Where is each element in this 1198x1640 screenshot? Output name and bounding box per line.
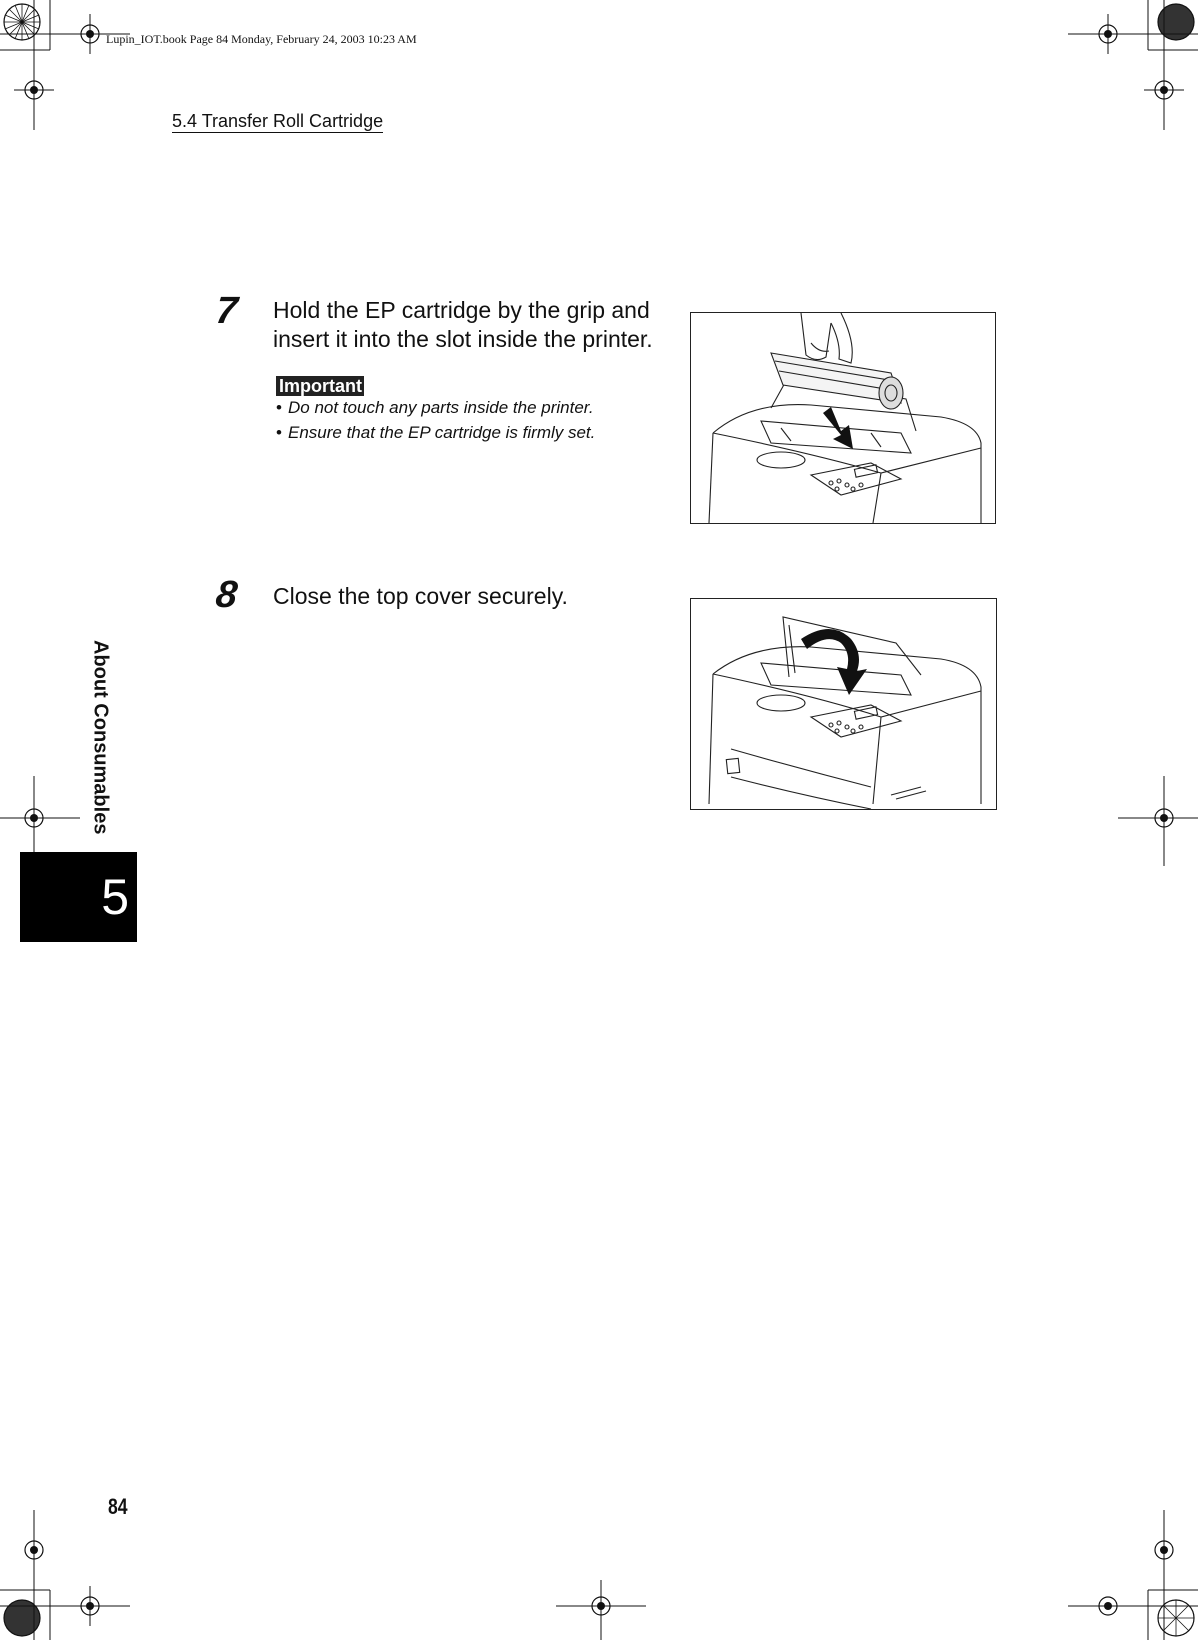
registration-mark-bottom-left-icon xyxy=(0,1500,140,1640)
bullet-icon: • xyxy=(276,423,282,442)
registration-mark-top-left-icon xyxy=(0,0,140,140)
side-tab-chapter xyxy=(20,852,137,942)
step-8-instruction: Close the top cover securely. xyxy=(273,583,568,609)
registration-mark-top-right-icon xyxy=(1058,0,1198,140)
print-slug: Lupin_IOT.book Page 84 Monday, February 24, 2003 10:23 AM xyxy=(106,32,417,46)
registration-mark-mid-right-icon xyxy=(1118,776,1198,866)
figure-insert-cartridge xyxy=(690,312,996,524)
important-note-1 xyxy=(276,397,594,419)
bullet-icon: • xyxy=(276,398,282,417)
step-7-line-2: insert it into the slot inside the printer. xyxy=(273,326,653,352)
step-7-number: 7 xyxy=(213,290,240,332)
printer-insert-cartridge-illustration xyxy=(691,313,995,523)
printer-close-cover-illustration xyxy=(691,599,996,809)
registration-mark-bottom-center-icon xyxy=(556,1580,646,1640)
registration-mark-bottom-right-icon xyxy=(1058,1500,1198,1640)
figure-close-cover xyxy=(690,598,997,810)
running-header: 5.4 Transfer Roll Cartridge xyxy=(172,111,384,131)
note-text: Ensure that the EP cartridge is firmly set. xyxy=(288,423,596,442)
chapter-number: 5 xyxy=(101,869,129,925)
note-text: Do not touch any parts inside the printer. xyxy=(288,398,594,417)
important-badge: Important xyxy=(276,376,364,396)
page-number: 84 xyxy=(108,1494,128,1519)
step-8-number: 8 xyxy=(213,574,240,616)
side-tab-label: About Consumables xyxy=(89,639,112,835)
step-7-instruction xyxy=(273,296,653,354)
step-7-line-1: Hold the EP cartridge by the grip and xyxy=(273,297,650,323)
important-note-2 xyxy=(276,422,595,444)
